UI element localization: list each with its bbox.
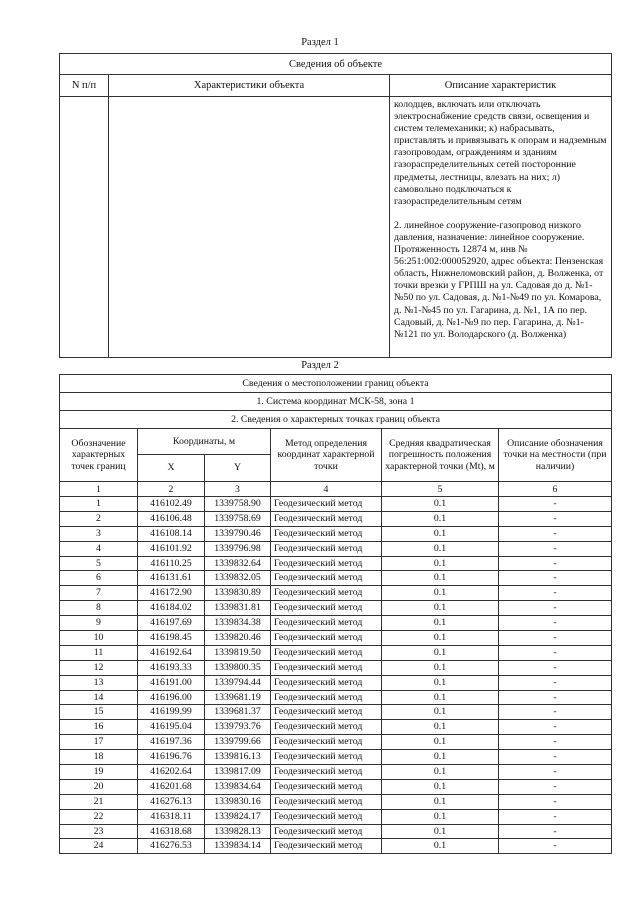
point-number: 24 xyxy=(60,839,138,854)
point-number: 8 xyxy=(60,601,138,616)
point-number: 20 xyxy=(60,779,138,794)
y-coordinate: 1339817.09 xyxy=(205,765,271,780)
method-cell: Геодезический метод xyxy=(271,690,382,705)
point-number: 2 xyxy=(60,511,138,526)
description-cell: - xyxy=(499,497,612,512)
description-cell: - xyxy=(499,824,612,839)
method-cell: Геодезический метод xyxy=(271,750,382,765)
description-cell: - xyxy=(499,750,612,765)
error-cell: 0.1 xyxy=(382,645,499,660)
table-row xyxy=(60,616,612,631)
x-coordinate: 416201.68 xyxy=(138,779,205,794)
y-coordinate: 1339794.44 xyxy=(205,675,271,690)
x-coordinate: 416172.90 xyxy=(138,586,205,601)
table-row xyxy=(60,690,612,705)
column-numbers-row xyxy=(60,482,612,497)
x-coordinate: 416101.92 xyxy=(138,541,205,556)
x-coordinate: 416196.00 xyxy=(138,690,205,705)
x-coordinate: 416184.02 xyxy=(138,601,205,616)
error-cell: 0.1 xyxy=(382,839,499,854)
coordinate-system: 1. Система координат МСК-58, зона 1 xyxy=(60,393,612,411)
description-cell: - xyxy=(499,601,612,616)
table-row xyxy=(60,511,612,526)
x-coordinate: 416197.69 xyxy=(138,616,205,631)
error-cell: 0.1 xyxy=(382,601,499,616)
column-number: 5 xyxy=(382,482,499,497)
x-coordinate: 416318.11 xyxy=(138,809,205,824)
location-info-title: Сведения о местоположении границ объекта xyxy=(60,375,612,393)
point-number: 21 xyxy=(60,794,138,809)
table-row xyxy=(60,809,612,824)
y-coordinate: 1339819.50 xyxy=(205,645,271,660)
table-row xyxy=(60,794,612,809)
x-coordinate: 416318.68 xyxy=(138,824,205,839)
col-characteristics-header: Характеристики объекта xyxy=(109,75,390,97)
method-cell: Геодезический метод xyxy=(271,526,382,541)
method-cell: Геодезический метод xyxy=(271,779,382,794)
table-row xyxy=(60,601,612,616)
y-coordinate: 1339832.05 xyxy=(205,571,271,586)
y-coordinate: 1339790.46 xyxy=(205,526,271,541)
table-row xyxy=(60,645,612,660)
y-coordinate: 1339793.76 xyxy=(205,720,271,735)
table-row xyxy=(60,586,612,601)
y-coordinate: 1339758.69 xyxy=(205,511,271,526)
y-coordinate: 1339758.90 xyxy=(205,497,271,512)
section1-title: Раздел 1 xyxy=(301,37,339,48)
point-number: 14 xyxy=(60,690,138,705)
method-cell: Геодезический метод xyxy=(271,556,382,571)
point-number: 7 xyxy=(60,586,138,601)
column-number: 3 xyxy=(205,482,271,497)
table-row xyxy=(60,765,612,780)
row-description-cell xyxy=(390,97,612,358)
description-restrictions: колодцев, включать или отключать электроснабжение средств связи, освещения и систем телемеханики; к) набрасывать, приставлять и привязывать к опорам и надземным газопроводам, ограждениям и зданиям газораспределительных сетей посторонние предметы, лестницы, влезать на них; л) самовольно подключаться к газораспределительным сетям xyxy=(394,99,607,207)
point-number: 11 xyxy=(60,645,138,660)
y-coordinate: 1339824.17 xyxy=(205,809,271,824)
error-cell: 0.1 xyxy=(382,765,499,780)
x-coordinate: 416276.53 xyxy=(138,839,205,854)
point-number: 15 xyxy=(60,705,138,720)
description-cell: - xyxy=(499,735,612,750)
error-cell: 0.1 xyxy=(382,571,499,586)
error-cell: 0.1 xyxy=(382,675,499,690)
table-row xyxy=(60,497,612,512)
y-coordinate: 1339834.14 xyxy=(205,839,271,854)
table-row xyxy=(60,541,612,556)
y-coordinate: 1339681.19 xyxy=(205,690,271,705)
y-coordinate: 1339830.16 xyxy=(205,794,271,809)
error-cell: 0.1 xyxy=(382,809,499,824)
method-cell: Геодезический метод xyxy=(271,511,382,526)
y-coordinate: 1339800.35 xyxy=(205,660,271,675)
description-cell: - xyxy=(499,586,612,601)
y-coordinate: 1339796.98 xyxy=(205,541,271,556)
method-cell: Геодезический метод xyxy=(271,601,382,616)
table-row xyxy=(60,556,612,571)
y-coordinate: 1339834.38 xyxy=(205,616,271,631)
method-cell: Геодезический метод xyxy=(271,809,382,824)
description-cell: - xyxy=(499,779,612,794)
error-cell: 0.1 xyxy=(382,794,499,809)
description-cell: - xyxy=(499,809,612,824)
y-coordinate: 1339831.81 xyxy=(205,601,271,616)
point-number: 19 xyxy=(60,765,138,780)
table-row xyxy=(60,720,612,735)
x-coordinate: 416193.33 xyxy=(138,660,205,675)
object-info-table xyxy=(59,53,612,358)
x-coordinate: 416106.48 xyxy=(138,511,205,526)
object-info-title: Сведения об объекте xyxy=(60,54,612,75)
y-coordinate: 1339830.89 xyxy=(205,586,271,601)
error-cell: 0.1 xyxy=(382,705,499,720)
point-number: 16 xyxy=(60,720,138,735)
x-coordinate: 416191.00 xyxy=(138,675,205,690)
error-cell: 0.1 xyxy=(382,586,499,601)
description-cell: - xyxy=(499,675,612,690)
table-row xyxy=(60,631,612,646)
x-coordinate: 416108.14 xyxy=(138,526,205,541)
section2-title: Раздел 2 xyxy=(301,360,339,371)
error-cell: 0.1 xyxy=(382,616,499,631)
error-cell: 0.1 xyxy=(382,779,499,794)
description-cell: - xyxy=(499,645,612,660)
point-number: 9 xyxy=(60,616,138,631)
boundary-points-table xyxy=(59,374,612,854)
x-coordinate: 416276.13 xyxy=(138,794,205,809)
table-row xyxy=(60,526,612,541)
table-row xyxy=(60,705,612,720)
table-row xyxy=(60,839,612,854)
error-cell: 0.1 xyxy=(382,690,499,705)
row-number-cell xyxy=(60,97,109,358)
x-header: X xyxy=(138,455,205,482)
table-row xyxy=(60,675,612,690)
point-number: 13 xyxy=(60,675,138,690)
description-cell: - xyxy=(499,705,612,720)
method-cell: Геодезический метод xyxy=(271,586,382,601)
x-coordinate: 416199.99 xyxy=(138,705,205,720)
col-description-header: Описание характеристик xyxy=(390,75,612,97)
column-number: 6 xyxy=(499,482,612,497)
method-cell: Геодезический метод xyxy=(271,571,382,586)
method-cell: Геодезический метод xyxy=(271,645,382,660)
description-cell: - xyxy=(499,511,612,526)
description-cell: - xyxy=(499,631,612,646)
method-cell: Геодезический метод xyxy=(271,839,382,854)
y-coordinate: 1339820.46 xyxy=(205,631,271,646)
y-coordinate: 1339799.66 xyxy=(205,735,271,750)
x-coordinate: 416131.61 xyxy=(138,571,205,586)
method-cell: Геодезический метод xyxy=(271,705,382,720)
column-number: 1 xyxy=(60,482,138,497)
method-header: Метод определения координат характерной точки xyxy=(271,429,382,482)
description-cell: - xyxy=(499,616,612,631)
row-characteristics-cell xyxy=(109,97,390,358)
description-cell: - xyxy=(499,526,612,541)
point-number: 6 xyxy=(60,571,138,586)
y-coordinate: 1339828.13 xyxy=(205,824,271,839)
error-header: Средняя квадратическая погрешность положения характерной точки (Mt), м xyxy=(382,429,499,482)
error-cell: 0.1 xyxy=(382,660,499,675)
points-section-title: 2. Сведения о характерных точках границ объекта xyxy=(60,411,612,429)
method-cell: Геодезический метод xyxy=(271,765,382,780)
method-cell: Геодезический метод xyxy=(271,616,382,631)
x-coordinate: 416202.64 xyxy=(138,765,205,780)
table-row xyxy=(60,571,612,586)
y-coordinate: 1339832.64 xyxy=(205,556,271,571)
column-number: 2 xyxy=(138,482,205,497)
table-row xyxy=(60,660,612,675)
method-cell: Геодезический метод xyxy=(271,541,382,556)
designation-header: Обозначение характерных точек границ xyxy=(60,429,138,482)
description-cell: - xyxy=(499,720,612,735)
method-cell: Геодезический метод xyxy=(271,675,382,690)
method-cell: Геодезический метод xyxy=(271,497,382,512)
y-coordinate: 1339681.37 xyxy=(205,705,271,720)
x-coordinate: 416197.36 xyxy=(138,735,205,750)
point-number: 12 xyxy=(60,660,138,675)
point-number: 10 xyxy=(60,631,138,646)
table-row xyxy=(60,735,612,750)
method-cell: Геодезический метод xyxy=(271,631,382,646)
point-number: 23 xyxy=(60,824,138,839)
point-number: 1 xyxy=(60,497,138,512)
description-cell: - xyxy=(499,660,612,675)
description-cell: - xyxy=(499,556,612,571)
x-coordinate: 416195.04 xyxy=(138,720,205,735)
point-number: 5 xyxy=(60,556,138,571)
point-number: 3 xyxy=(60,526,138,541)
error-cell: 0.1 xyxy=(382,631,499,646)
x-coordinate: 416192.64 xyxy=(138,645,205,660)
error-cell: 0.1 xyxy=(382,497,499,512)
col-number-header: N п/п xyxy=(60,75,109,97)
description-cell: - xyxy=(499,541,612,556)
x-coordinate: 416110.25 xyxy=(138,556,205,571)
column-number: 4 xyxy=(271,482,382,497)
description-cell: - xyxy=(499,571,612,586)
description-cell: - xyxy=(499,690,612,705)
table-row xyxy=(60,779,612,794)
error-cell: 0.1 xyxy=(382,735,499,750)
error-cell: 0.1 xyxy=(382,526,499,541)
y-header: Y xyxy=(205,455,271,482)
description-cell: - xyxy=(499,794,612,809)
point-number: 18 xyxy=(60,750,138,765)
description-cell: - xyxy=(499,765,612,780)
y-coordinate: 1339816.13 xyxy=(205,750,271,765)
x-coordinate: 416102.49 xyxy=(138,497,205,512)
point-number: 4 xyxy=(60,541,138,556)
error-cell: 0.1 xyxy=(382,750,499,765)
error-cell: 0.1 xyxy=(382,541,499,556)
error-cell: 0.1 xyxy=(382,556,499,571)
error-cell: 0.1 xyxy=(382,824,499,839)
point-number: 17 xyxy=(60,735,138,750)
points-rows xyxy=(60,497,612,854)
description-gas-pipeline: 2. линейное сооружение-газопровод низкого давления, назначение: линейное сооружение. Протяженность 12874 м, инв № 56:251:002:000052920, адрес объекта: Пензенская область, Нижнеломовский район, д. Волженка, от точки врезки у ГРПШ на ул. Садовая до д. №1-№50 по ул. Садовая, д. №1-№49 по ул. Комарова, д. №1-№45 по ул. Гагарина, д. №1, 1А по пер. Садовый, д. №1-№9 по пер. Гагарина, д. №1-№121 по ул. Володарского (д. Волженка) xyxy=(394,219,604,340)
error-cell: 0.1 xyxy=(382,511,499,526)
y-coordinate: 1339834.64 xyxy=(205,779,271,794)
method-cell: Геодезический метод xyxy=(271,824,382,839)
method-cell: Геодезический метод xyxy=(271,794,382,809)
method-cell: Геодезический метод xyxy=(271,720,382,735)
table-row xyxy=(60,824,612,839)
error-cell: 0.1 xyxy=(382,720,499,735)
coordinates-header: Координаты, м xyxy=(138,429,271,455)
description-cell: - xyxy=(499,839,612,854)
method-cell: Геодезический метод xyxy=(271,660,382,675)
point-description-header: Описание обозначения точки на местности (при наличии) xyxy=(499,429,612,482)
x-coordinate: 416198.45 xyxy=(138,631,205,646)
table-row xyxy=(60,750,612,765)
x-coordinate: 416196.76 xyxy=(138,750,205,765)
method-cell: Геодезический метод xyxy=(271,735,382,750)
point-number: 22 xyxy=(60,809,138,824)
